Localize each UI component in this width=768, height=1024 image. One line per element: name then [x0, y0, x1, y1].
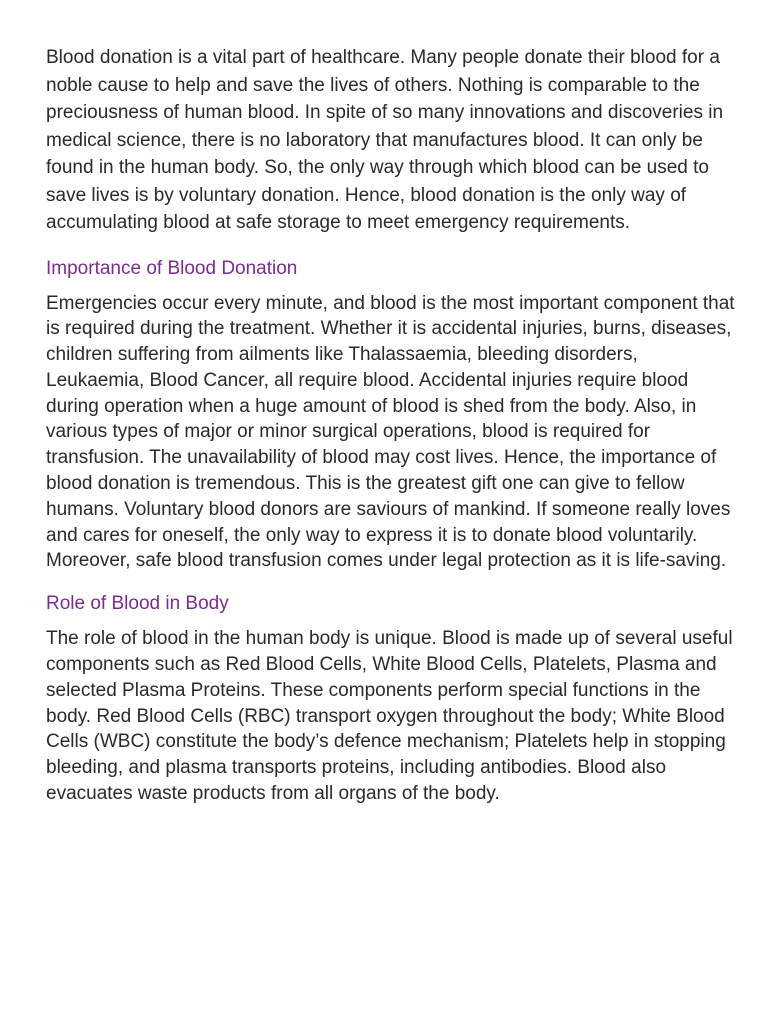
section-heading-importance: Importance of Blood Donation: [46, 257, 298, 279]
intro-paragraph: Blood donation is a vital part of healthcare. Many people donate their blood for a noble cause to help and save the lives of others. Nothing is comparable to the preciousness of human blood. In spite of so many innovations and discoveries in medical science, there is no laboratory that manufactures blood. It can only be found in the human body. So, the only way through which blood can be used to save lives is by voluntary donation. Hence, blood donation is the only way of accumulating blood at safe storage to meet emergency requirements.: [46, 47, 724, 233]
document-page: [46, 44, 736, 807]
section-body-role: The role of blood in the human body is unique. Blood is made up of several useful components such as Red Blood Cells, White Blood Cells, Platelets, Plasma and selected Plasma Proteins. These components perform special functions in the body. Red Blood Cells (RBC) transport oxygen throughout the body; White Blood Cells (WBC) constitute the body’s defence mechanism; Platelets help in stopping bleeding, and plasma transports proteins, including antibodies. Blood also evacuates waste products from all organs of the body.: [46, 628, 733, 805]
section-heading-role: Role of Blood in Body: [46, 593, 229, 615]
section-body-importance: Emergencies occur every minute, and blood is the most important component that is required during the treatment. Whether it is accidental injuries, burns, diseases, children suffering from ailments like Thalassaemia, bleeding disorders, Leukaemia, Blood Cancer, all require blood. Accidental injuries require blood during operation when a huge amount of blood is shed from the body. Also, in various types of major or minor surgical operations, blood is required for transfusion. The unavailability of blood may cost lives. Hence, the importance of blood donation is tremendous. This is the greatest gift one can give to fellow humans. Voluntary blood donors are saviours of mankind. If someone really loves and cares for oneself, the only way to express it is to donate blood voluntarily. Moreover, safe blood transfusion comes under legal protection as it is life-saving.: [46, 292, 735, 572]
